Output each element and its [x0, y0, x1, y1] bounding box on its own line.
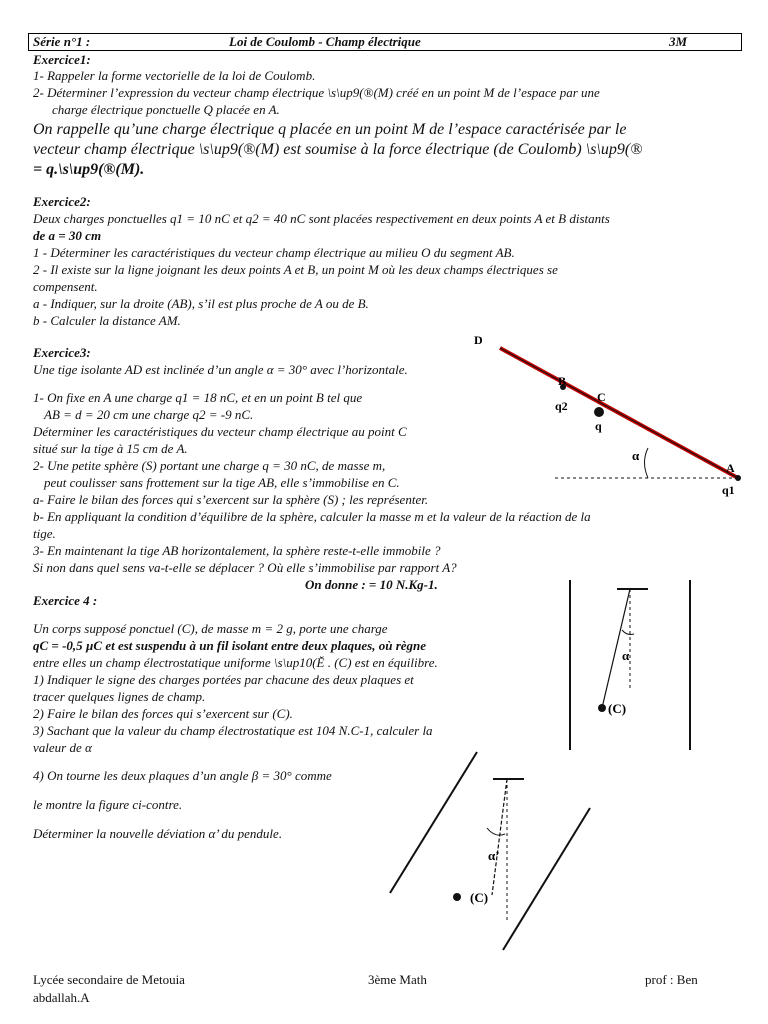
label-a: A — [726, 461, 735, 475]
level-label: 3M — [669, 34, 688, 49]
ex4-line4: 1) Indiquer le signe des charges portées par chacune des deux plaques et — [33, 672, 414, 687]
ex4-line8: valeur de α — [33, 740, 92, 755]
label-c: C — [597, 390, 606, 404]
ex4-line5: tracer quelques lignes de champ. — [33, 689, 206, 704]
ex3-title: Exercice3: — [33, 345, 91, 360]
ex4-line11: Déterminer la nouvelle déviation α’ du pendule. — [33, 826, 283, 841]
footer-school: Lycée secondaire de Metouia — [33, 972, 185, 987]
label-d: D — [474, 333, 483, 347]
fig2-alpha: α’ — [488, 848, 500, 863]
ex1-para1: On rappelle qu’une charge électrique q placée en un point M de l’espace caractérisée par le — [33, 121, 627, 138]
label-alpha: α — [632, 448, 640, 463]
ex2-line4: 2 - Il existe sur la ligne joignant les deux points A et B, un point M où les deux champs électriques se — [33, 262, 558, 277]
page-title: Loi de Coulomb - Champ électrique — [229, 34, 421, 49]
ex2-line7: b - Calculer la distance AM. — [33, 313, 181, 328]
ex3-line12: Si non dans quel sens va-t-elle se déplacer ? Où elle s’immobilise par rapport A? — [33, 560, 457, 575]
ex3-line5: situé sur la tige à 15 cm de A. — [33, 441, 188, 456]
ex4-title: Exercice 4 : — [33, 593, 98, 608]
ex1-title: Exercice1: — [33, 52, 91, 67]
footer-class: 3ème Math — [368, 972, 427, 987]
ex3-line10: tige. — [33, 526, 56, 541]
ex3-line3: AB = d = 20 cm une charge q2 = -9 nC. — [44, 407, 254, 422]
footer-prof: prof : Ben — [645, 972, 698, 987]
ex3-line6: 2- Une petite sphère (S) portant une charge q = 30 nC, de masse m, — [33, 458, 386, 473]
ex3-line7: peut coulisser sans frottement sur la tige AB, elle s’immobilise en C. — [44, 475, 400, 490]
ex4-line6: 2) Faire le bilan des forces qui s’exercent sur (C). — [33, 706, 293, 721]
ex4-line2: qC = -0,5 µC et est suspendu à un fil isolant entre deux plaques, où règne — [33, 638, 427, 653]
label-q: q — [595, 419, 602, 433]
thread-2 — [492, 779, 507, 895]
ex2-title: Exercice2: — [33, 194, 91, 209]
serie-label: Série n°1 : — [33, 34, 91, 49]
ex2-line5: compensent. — [33, 279, 98, 294]
ex4-line10: le montre la figure ci-contre. — [33, 797, 183, 812]
tilted-plate-left — [390, 752, 477, 893]
mass-c-2 — [453, 893, 461, 901]
ex2-line6: a - Indiquer, sur la droite (AB), s’il est plus proche de A ou de B. — [33, 296, 369, 311]
ex1-line1: 1- Rappeler la forme vectorielle de la loi de Coulomb. — [33, 68, 316, 83]
footer-name: abdallah.A — [33, 990, 90, 1005]
label-q2: q2 — [555, 399, 568, 413]
ex4-line7: 3) Sachant que la valeur du champ électrostatique est 104 N.C-1, calculer la — [33, 723, 433, 738]
ex4-line3: entre elles un champ électrostatique uniforme \s\up10(Ĕ . (C) est en équilibre. — [33, 655, 438, 670]
ex2-line3: 1 - Déterminer les caractéristiques du vecteur champ électrique au milieu O du segment AB. — [33, 245, 515, 260]
ex3-line4: Déterminer les caractéristiques du vecteur champ électrique au point C — [33, 424, 407, 439]
ex4-line1: Un corps supposé ponctuel (C), de masse m = 2 g, porte une charge — [33, 621, 388, 636]
ex2-line1: Deux charges ponctuelles q1 = 10 nC et q2 = 40 nC sont placées respectivement en deux points A et B distants — [33, 211, 610, 226]
ex2-line2: de a = 30 cm — [33, 228, 102, 243]
ex1-line3: charge électrique ponctuelle Q placée en A. — [52, 102, 280, 117]
ex1-line2: 2- Déterminer l’expression du vecteur champ électrique \s\up9(®(M) créé en un point M de l’espace par une — [33, 85, 600, 100]
ex4-line9: 4) On tourne les deux plaques d’un angle β = 30° comme — [33, 768, 332, 783]
ex3-line11: 3- En maintenant la tige AB horizontalement, la sphère reste-t-elle immobile ? — [33, 543, 441, 558]
ex3-line8: a- Faire le bilan des forces qui s’exercent sur la sphère (S) ; les représenter. — [33, 492, 429, 507]
label-q1: q1 — [722, 483, 735, 497]
ex3-line2: 1- On fixe en A une charge q1 = 18 nC, et en un point B tel que — [33, 390, 363, 405]
ex3-line1: Une tige isolante AD est inclinée d’un angle α = 30° avec l’horizontale. — [33, 362, 408, 377]
ex3-line13: On donne : = 10 N.Kg-1. — [305, 577, 438, 592]
fig1-alpha: α — [622, 648, 630, 663]
angle-arc-2 — [487, 828, 505, 835]
fig2-c-label: (C) — [470, 890, 489, 905]
ex3-line9: b- En appliquant la condition d’équilibre de la sphère, calculer la masse m et la valeur de la réaction de la — [33, 509, 591, 524]
tilted-plate-right — [503, 808, 590, 950]
label-b: B — [558, 374, 567, 388]
ex1-para2: vecteur champ électrique \s\up9(®(M) est soumise à la force électrique (de Coulomb) \s\up9(® — [33, 141, 643, 158]
fig1-c-label: (C) — [608, 701, 627, 716]
ex1-para3: = q.\s\up9(®(M). — [33, 161, 145, 178]
